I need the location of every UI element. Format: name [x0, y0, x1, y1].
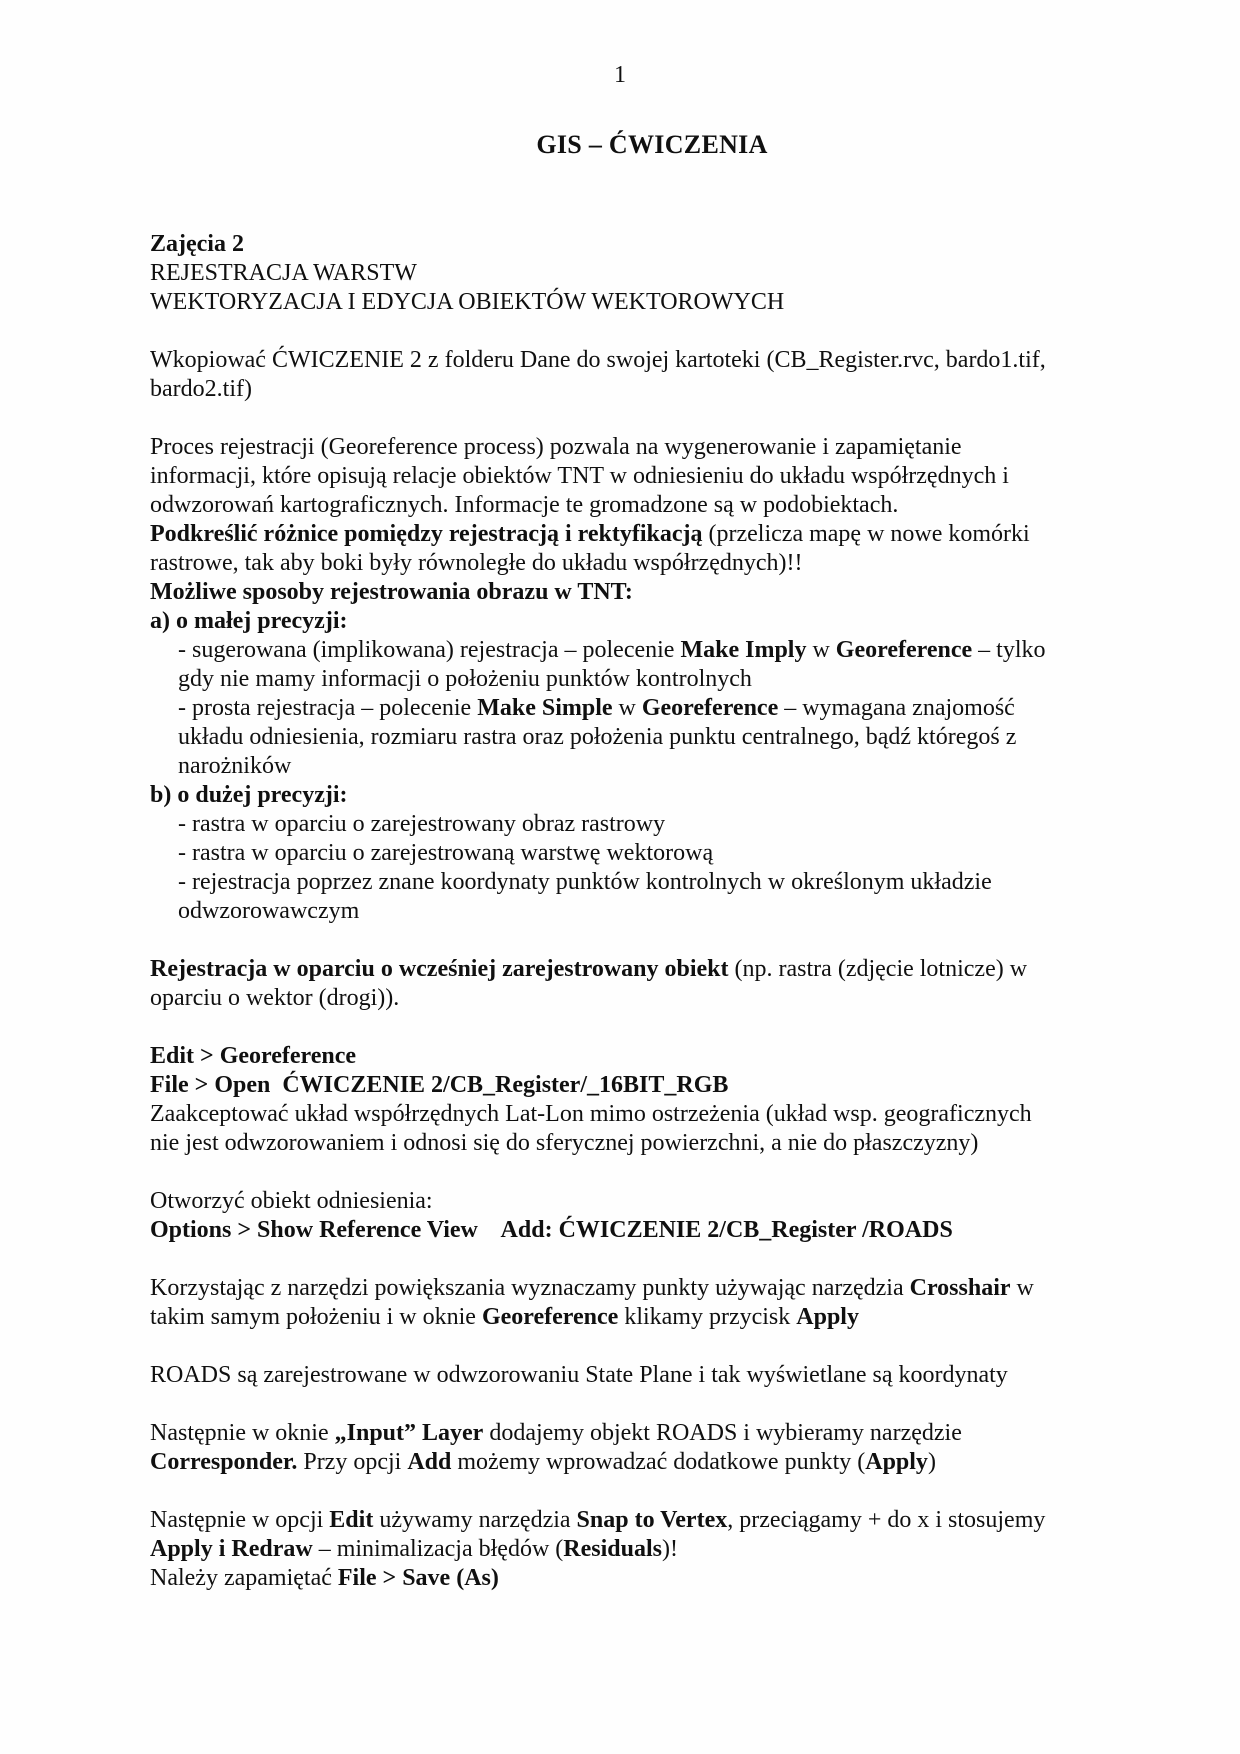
bold-text-run: Podkreślić różnice pomiędzy rejestracją i rektyfikacją	[150, 521, 703, 547]
text-run: używamy narzędzia	[373, 1507, 577, 1533]
text-line	[150, 1274, 1130, 1303]
text-line	[150, 897, 1130, 926]
text-line	[150, 1564, 1130, 1593]
text-run: Przy opcji	[297, 1449, 408, 1475]
text-run: takim samym położeniu i w oknie	[150, 1304, 482, 1330]
text-line	[150, 1506, 1130, 1535]
text-line	[150, 1100, 1130, 1129]
bold-text-run: Rejestracja w oparciu o wcześniej zarejestrowany obiekt	[150, 956, 735, 982]
page-number: 1	[614, 62, 626, 88]
text-run: - rejestracja poprzez znane koordynaty punktów kontrolnych w określonym układzie	[178, 869, 992, 895]
text-run: – tylko	[972, 637, 1046, 663]
text-line	[150, 1535, 1130, 1564]
text-line	[150, 491, 1130, 520]
text-run: Należy zapamiętać	[150, 1565, 338, 1591]
text-line	[150, 839, 1130, 868]
bold-text-run: Możliwe sposoby rejestrowania obrazu w TNT:	[150, 579, 633, 605]
bold-text-run: Apply i Redraw	[150, 1536, 313, 1562]
blank-line	[150, 1390, 1130, 1419]
bold-text-run: Georeference	[641, 695, 779, 721]
text-line	[150, 955, 1130, 984]
text-run: – wymagana znajomość	[778, 695, 1015, 721]
blank-line	[150, 317, 1130, 346]
bold-text-run: Edit	[329, 1507, 374, 1533]
text-line	[150, 578, 1130, 607]
bold-text-run: Snap to Vertex	[576, 1507, 728, 1533]
text-line	[150, 346, 1130, 375]
text-run: oparciu o wektor (drogi)).	[150, 985, 400, 1011]
text-line	[150, 520, 1130, 549]
text-line	[150, 752, 1130, 781]
text-line	[150, 288, 1130, 317]
text-line	[150, 607, 1130, 636]
bold-text-run: a) o małej precyzji:	[150, 608, 348, 634]
blank-line	[150, 1158, 1130, 1187]
text-line	[150, 1419, 1130, 1448]
text-run: bardo2.tif)	[150, 376, 252, 402]
text-run: Zaakceptować układ współrzędnych Lat-Lon mimo ostrzeżenia (układ wsp. geograficznych	[150, 1101, 1032, 1127]
bold-text-run: File > Save (As)	[337, 1565, 499, 1591]
text-line	[150, 1042, 1130, 1071]
text-run: odwzorowań kartograficznych. Informacje te gromadzone są w podobiektach.	[150, 492, 899, 518]
text-run: )	[927, 1449, 936, 1475]
text-run: Następnie w opcji	[150, 1507, 330, 1533]
blank-line	[150, 404, 1130, 433]
text-line	[150, 1187, 1130, 1216]
text-run: klikamy przycisk	[618, 1304, 797, 1330]
text-line	[150, 810, 1130, 839]
text-line	[150, 549, 1130, 578]
text-run: Następnie w oknie	[150, 1420, 335, 1446]
text-line	[150, 1216, 1130, 1245]
bold-text-run: Make Simple	[477, 695, 613, 721]
text-run: gdy nie mamy informacji o położeniu punktów kontrolnych	[178, 666, 752, 692]
bold-text-run: Corresponder.	[150, 1449, 298, 1475]
text-line	[150, 636, 1130, 665]
text-run: , przeciągamy + do x i stosujemy	[727, 1507, 1046, 1533]
bold-text-run: Apply	[865, 1449, 928, 1475]
text-line	[150, 1361, 1130, 1390]
text-line	[150, 984, 1130, 1013]
text-run: Otworzyć obiekt odniesienia:	[150, 1188, 433, 1214]
text-line	[150, 1129, 1130, 1158]
document-title: GIS – ĆWICZENIA	[536, 130, 768, 159]
blank-line	[150, 1013, 1130, 1042]
text-line	[150, 433, 1130, 462]
text-run: układu odniesienia, rozmiaru rastra oraz położenia punktu centralnego, bądź któregoś z	[178, 724, 1017, 750]
blank-line	[150, 926, 1130, 955]
text-run: nie jest odwzorowaniem i odnosi się do sferycznej powierzchni, a nie do płaszczyzny)	[150, 1130, 979, 1156]
text-run: Wkopiować ĆWICZENIE 2 z folderu Dane do swojej kartoteki (CB_Register.rvc, bardo1.tif,	[150, 347, 1046, 373]
text-line	[150, 1448, 1130, 1477]
text-run: Proces rejestracji (Georeference process) pozwala na wygenerowanie i zapamiętanie	[150, 434, 962, 460]
text-line	[150, 781, 1130, 810]
text-line	[150, 462, 1130, 491]
text-run: - rastra w oparciu o zarejestrowany obraz rastrowy	[178, 811, 666, 837]
text-run: odwzorowawczym	[178, 898, 360, 924]
text-run: – minimalizacja błędów (	[312, 1536, 564, 1562]
blank-line	[150, 1245, 1130, 1274]
text-run: (przelicza mapę w nowe komórki	[702, 521, 1030, 547]
text-run: w	[1010, 1275, 1034, 1301]
text-run: - sugerowana (implikowana) rejestracja – polecenie	[178, 637, 681, 663]
blank-line	[150, 1477, 1130, 1506]
text-line	[150, 723, 1130, 752]
text-line	[150, 230, 1130, 259]
document-body	[150, 230, 1130, 1593]
text-run: rastrowe, tak aby boki były równoległe do układu współrzędnych)!!	[150, 550, 803, 576]
text-line	[150, 868, 1130, 897]
text-run: narożników	[178, 753, 292, 779]
bold-text-run: Add	[407, 1449, 452, 1475]
text-line	[150, 665, 1130, 694]
bold-text-run: Georeference	[481, 1304, 619, 1330]
text-run: Korzystając z narzędzi powiększania wyznaczamy punkty używając narzędzia	[150, 1275, 910, 1301]
text-line	[150, 1303, 1130, 1332]
bold-text-run: Crosshair	[909, 1275, 1011, 1301]
text-run: - rastra w oparciu o zarejestrowaną warstwę wektorową	[178, 840, 714, 866]
text-line	[150, 1071, 1130, 1100]
bold-text-run: Make Imply	[680, 637, 807, 663]
text-run: REJESTRACJA WARSTW	[150, 260, 417, 286]
bold-text-run: b) o dużej precyzji:	[150, 782, 348, 808]
text-run: w	[806, 637, 836, 663]
blank-line	[150, 1332, 1130, 1361]
bold-text-run: Residuals	[563, 1536, 662, 1562]
text-line	[150, 375, 1130, 404]
text-run: (np. rastra (zdjęcie lotnicze) w	[734, 956, 1028, 982]
text-run: informacji, które opisują relacje obiektów TNT w odniesieniu do układu współrzędnych i	[150, 463, 1009, 489]
text-line	[150, 259, 1130, 288]
text-run: ROADS są zarejestrowane w odwzorowaniu State Plane i tak wyświetlane są koordynaty	[150, 1362, 1008, 1388]
text-run: dodajemy objekt ROADS i wybieramy narzędzie	[483, 1420, 962, 1446]
bold-text-run: Zajęcia 2	[150, 231, 244, 257]
text-run: możemy wprowadzać dodatkowe punkty (	[451, 1449, 866, 1475]
bold-text-run: Edit > Georeference	[150, 1043, 357, 1069]
bold-text-run: File > Open ĆWICZENIE 2/CB_Register/_16BIT_RGB	[150, 1072, 729, 1098]
text-run: WEKTORYZACJA I EDYCJA OBIEKTÓW WEKTOROWYCH	[150, 289, 785, 315]
bold-text-run: Georeference	[835, 637, 973, 663]
text-line	[150, 694, 1130, 723]
text-run: )!	[661, 1536, 678, 1562]
text-run: - prosta rejestracja – polecenie	[178, 695, 478, 721]
bold-text-run: „Input” Layer	[334, 1420, 484, 1446]
bold-text-run: Apply	[796, 1304, 859, 1330]
bold-text-run: Options > Show Reference View Add: ĆWICZENIE 2/CB_Register /ROADS	[150, 1217, 953, 1243]
text-run: w	[612, 695, 642, 721]
